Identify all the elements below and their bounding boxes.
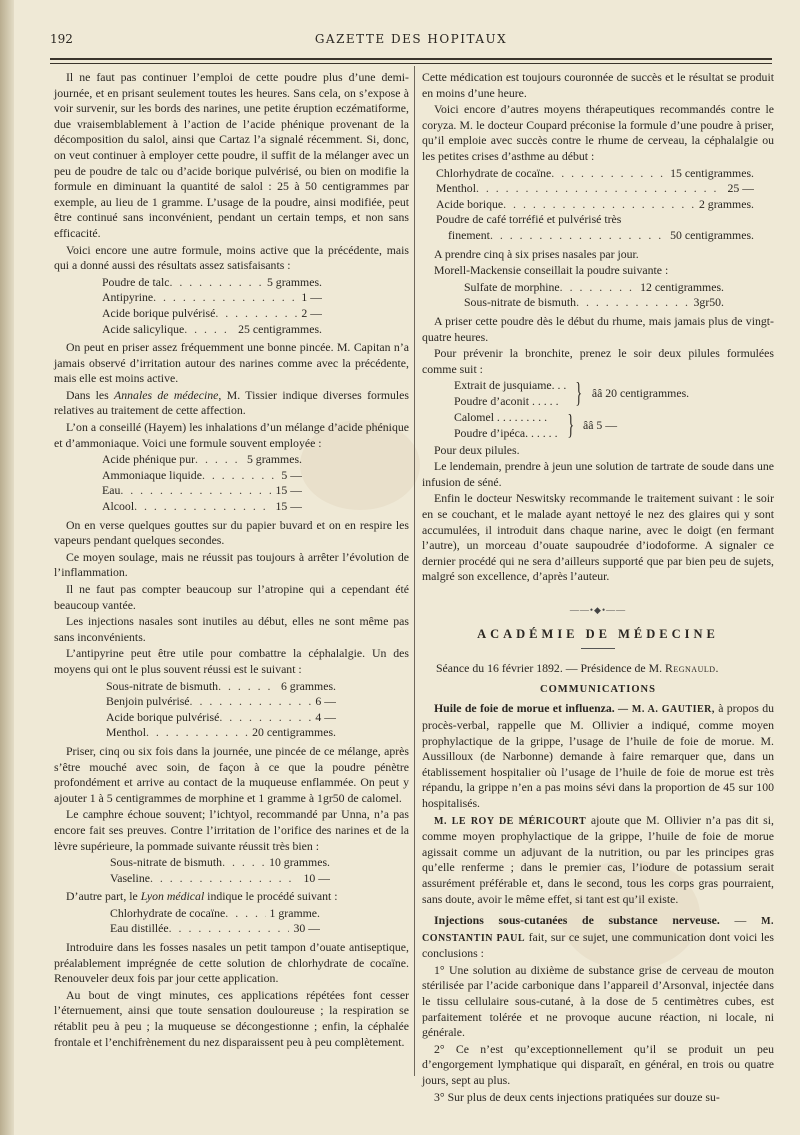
paragraph: Priser, cinq ou six fois dans la journée, une pincée de ce mélange, après s’être mouché avec soin, de façon à ce que la poudre pénètre profondément et arrive au contact de la muqueuse enflammée. On peut y ajouter 1 à 5 centigrammes de morphine et 1 gramme à 1gr50 de calomel. bbox=[54, 743, 409, 805]
formula-line: Acide phénique pur . . . 5 grammes. bbox=[102, 452, 302, 468]
paragraph: A prendre cinq à six prises nasales par jour. bbox=[434, 246, 639, 261]
article-rubric: Huile de foie de morue et influenza. bbox=[434, 701, 615, 716]
formula-line: Poudre d’aconit . . . . . bbox=[454, 393, 559, 408]
formula-list bbox=[54, 275, 322, 337]
formula-line: Ammoniaque liquide . . . 5 — bbox=[102, 468, 302, 484]
formula-line: Sulfate de morphine . . . 12 centigrammes. bbox=[464, 280, 724, 296]
paragraph: Morell-Mackensie conseillait la poudre suivante : bbox=[434, 263, 669, 278]
formula-line: Acide borique . . . 2 grammes. bbox=[436, 197, 754, 213]
formula-line: Chlorhydrate de cocaïne . . . 15 centigrammes. bbox=[436, 166, 754, 182]
formula-line: Sous-nitrate de bismuth . . . 3gr50. bbox=[464, 295, 724, 311]
paragraph: M. LE ROY DE MÉRICOURT ajoute que M. Ollivier n’a pas dit si, comme moyen prophylactique de la grippe, l’huile de foie de morue agissait comme un adjuvant de la nutrition, ou par les principes gras qu’elle renferme ; dans le premier cas, l’iodure de potassium serait assurément préférable et, dans le second, tous les corps gras pourraient, sans doute, avoir le même effet, si tant est qu’il existe. bbox=[422, 812, 774, 906]
section-ornament: ——•◆•—— bbox=[569, 605, 627, 615]
formula-line: Acide borique pulvérisé . . . 2 — bbox=[102, 306, 322, 322]
formula-line: Benjoin pulvérisé . . . 6 — bbox=[106, 694, 336, 710]
paragraph: Voici encore d’autres moyens thérapeutiques recommandés contre le coryza. M. le docteur Coupard préconise la formule d’une poudre à priser, qu’il emploie avec succès contre le rhume de cerveau, la céphalalgie ou les petites crises d’asthme au début : bbox=[422, 102, 774, 163]
paragraph: Ce moyen soulage, mais ne réussit pas toujours à arrêter l’évolution de l’inflammation. bbox=[54, 549, 409, 580]
page-number: 192 bbox=[50, 32, 73, 46]
paragraph: Voici encore une autre formule, moins active que la précédente, mais qui a donné aussi des résultats assez satisfaisants : bbox=[54, 242, 409, 273]
paragraph: Le lendemain, prendre à jeun une solution de tartrate de soude dans une infusion de séné. bbox=[422, 459, 774, 489]
brace-glyph: } bbox=[575, 377, 583, 409]
left-column bbox=[54, 70, 409, 1051]
formula-line: Menthol . . . 20 centigrammes. bbox=[106, 725, 336, 741]
section-title: ACADÉMIE DE MÉDECINE bbox=[477, 626, 719, 641]
formula-line: Eau . . . 15 — bbox=[102, 483, 302, 499]
column-divider bbox=[414, 66, 415, 1076]
paragraph: Il ne faut pas continuer l’emploi de cette poudre plus d’une demi-journée, et en prisant seulement toutes les heures. Sans cela, on s’expose à voir survenir, sur les bords des narines, une petite éruption eczématiforme, due vraisemblablement à l’action de l’acide phénique provenant de la décomposition du salol, ainsi que Cartaz l’a signalé récemment. Si, donc, on veut continuer à employer cette poudre, il suffit de la mélanger avec un peu de poudre de talc ou d’acide borique pulvérisé, ou bien on modifie la formule en diminuant la quantité de salol : 25 à 50 centigrammes par exemple, au lieu de 1 gramme. L’usage de la poudre, ainsi modifiée, peut être continué sans inconvénient, pendant un certain temps, et non sans efficacité. bbox=[54, 70, 409, 240]
formula-list bbox=[422, 166, 754, 244]
paragraph: 3° Sur plus de deux cents injections pratiquées sur douze su- bbox=[434, 1089, 720, 1104]
paragraph: Introduire dans les fosses nasales un petit tampon d’ouate antiseptique, préalablement imprégnée de cette solution de chlorhydrate de cocaïne. Renouveler deux fois par jour cette application. bbox=[54, 940, 409, 986]
formula-line: Vaseline . . . 10 — bbox=[110, 871, 330, 887]
formula-list bbox=[54, 906, 320, 937]
paragraph: Huile de foie de morue et influenza. — M. A. GAUTIER, à propos du procès-verbal, rappelle que M. Ollivier a indiqué, comme moyen prophylactique de la grippe, l’usage de l’huile de foie de morue. M. Aussilloux (de Narbonne) demande à faire remarquer que, dans un établissement hospitalier où l’usage de l’huile de foie de morue est très répandu, la grippe n’en a pas moins sévi dans la proportion de 45 sur 100 hospitalisés. bbox=[422, 701, 774, 810]
paragraph: L’antipyrine peut être utile pour combattre la céphalalgie. Un des moyens qui ont le plus souvent réussi est le suivant : bbox=[54, 646, 409, 676]
paragraph: D’autre part, le Lyon médical indique le procédé suivant : bbox=[66, 889, 338, 904]
formula-line: Sous-nitrate de bismuth . . . 10 grammes. bbox=[110, 855, 330, 871]
page-binding-edge bbox=[0, 0, 14, 1135]
paragraph: Injections sous-cutanées de substance nerveuse. — M. CONSTANTIN PAUL fait, sur ce sujet, une communication dont voici les conclusions : bbox=[422, 913, 775, 961]
formula-line: Poudre de café torréfié et pulvérisé très bbox=[436, 212, 622, 227]
paragraph: Pour prévenir la bronchite, prenez le soir deux pilules formulées comme suit : bbox=[422, 346, 774, 376]
paragraph: Cette médication est toujours couronnée de succès et le résultat se produit en moins d’une heure. bbox=[422, 70, 774, 100]
formula-list bbox=[54, 679, 336, 741]
formula-line: Acide borique pulvérisé . . . 4 — bbox=[106, 710, 336, 726]
formula-line: Poudre d’ipéca. . . . . . bbox=[454, 426, 558, 441]
formula-line: Chlorhydrate de cocaïne . . . 1 gramme. bbox=[110, 906, 320, 922]
subsection-heading: COMMUNICATIONS bbox=[540, 683, 656, 695]
formula-line: Calomel . . . . . . . . . bbox=[454, 410, 548, 425]
paragraph: Le camphre échoue souvent; l’ichtyol, recommandé par Unna, n’a pas encore fait ses preuves. Contre l’irritation de l’orifice des narines et de la lèvre supérieure, la pommade suivante réussit très bien : bbox=[54, 807, 409, 853]
formula-line: Sous-nitrate de bismuth . . . 6 grammes. bbox=[106, 679, 336, 695]
page-header bbox=[50, 30, 772, 52]
formula-list bbox=[54, 855, 330, 886]
paragraph: On en verse quelques gouttes sur du papier buvard et on en respire les vapeurs pendant quelques secondes. bbox=[54, 517, 409, 548]
formula-line: Extrait de jusquiame. . . bbox=[454, 378, 567, 393]
formula-quantity: ââ 5 — bbox=[582, 418, 618, 433]
header-rule bbox=[50, 58, 772, 64]
formula-line: Antipyrine . . . 1 — bbox=[102, 290, 322, 306]
author-name: M. CONSTANTIN PAUL bbox=[422, 916, 775, 944]
paragraph: Au bout de vingt minutes, ces applications répétées font cesser l’éternuement, ainsi que toute sensation douloureuse ; la respiration se rétablit peu à peu ; la muqueuse se décongestionne ; enfin, la céphalée frontale et l’enchifrènement du nez disparaissent peu à peu complètement. bbox=[54, 987, 409, 1049]
formula-line: Eau distillée . . . 30 — bbox=[110, 921, 320, 937]
paragraph: Les injections nasales sont inutiles au début, elles ne sont même pas sans inconvénients. bbox=[54, 614, 409, 644]
formula-line: finement . . . 50 centigrammes. bbox=[436, 228, 754, 244]
brace-glyph: } bbox=[566, 410, 574, 442]
session-line: Séance du 16 février 1892. — Présidence de M. Regnauld. bbox=[436, 661, 719, 676]
formula-list bbox=[422, 280, 724, 311]
formula-line: Acide salicylique . . . 25 centigrammes. bbox=[102, 322, 322, 338]
author-name: — M. A. GAUTIER, bbox=[618, 704, 715, 716]
title-rule bbox=[581, 648, 615, 649]
paragraph: Dans les Annales de médecine, M. Tissier indique diverses formules relatives au traitement de cette affection. bbox=[54, 387, 409, 418]
formula-brace-group bbox=[454, 378, 774, 409]
paragraph: Pour deux pilules. bbox=[434, 442, 520, 457]
author-name: M. LE ROY DE MÉRICOURT bbox=[434, 815, 587, 827]
paragraph: On peut en priser assez fréquemment une bonne pincée. M. Capitan n’a jamais observé d’irritation autour des narines comme avec la précédente, mais elle est moins active. bbox=[54, 340, 409, 386]
article-rubric: Injections sous-cutanées de substance nerveuse. bbox=[434, 913, 720, 928]
paragraph: A priser cette poudre dès le début du rhume, mais jamais plus de vingt-quatre heures. bbox=[422, 313, 774, 344]
right-column bbox=[422, 70, 774, 1106]
paragraph: Enfin le docteur Neswitsky recommande le traitement suivant : le soir en se couchant, et le malade ayant nettoyé le nez des glaires qui y sont accumulées, il introduit dans chaque narine, avec le doigt (en fermant l’autre), un morceau d’ouate saupoudrée d’iodoforme. A signaler ce dernier procédé qui ne sera d’ailleurs supporté que par bien peu de sujets, malgré son excellence, d’après l’auteur. bbox=[422, 491, 774, 584]
formula-brace-group bbox=[454, 410, 774, 441]
paragraph: Il ne faut pas compter beaucoup sur l’atropine qui a cependant été beaucoup vantée. bbox=[54, 582, 409, 612]
paragraph: 2° Ce n’est qu’exceptionnellement qu’il se produit un peu d’engorgement lymphatique qui disparaît, en général, en trois ou quatre jours, sept au plus. bbox=[422, 1041, 774, 1088]
running-title: GAZETTE DES HOPITAUX bbox=[314, 32, 508, 46]
formula-list bbox=[54, 452, 302, 514]
paragraph: 1° Une solution au dixième de substance grise de cerveau de mouton stérilisée par l’acide carbonique dans l’appareil d’Arsonval, injectée dans le tissu cellulaire sous-cutané, à la dose de 5 centimètres cubes, est parfaitement tolérée et ne provoque aucune réaction, ni locale, ni générale. bbox=[422, 962, 774, 1040]
formula-line: Menthol . . . 25 — bbox=[436, 181, 754, 197]
formula-quantity: ââ 20 centigrammes. bbox=[591, 386, 690, 401]
formula-line: Alcool . . . 15 — bbox=[102, 499, 302, 515]
formula-line: Poudre de talc . . . 5 grammes. bbox=[102, 275, 322, 291]
paragraph: L’on a conseillé (Hayem) les inhalations d’un mélange d’acide phénique et d’ammoniaque. Voici une formule souvent employée : bbox=[54, 420, 409, 450]
